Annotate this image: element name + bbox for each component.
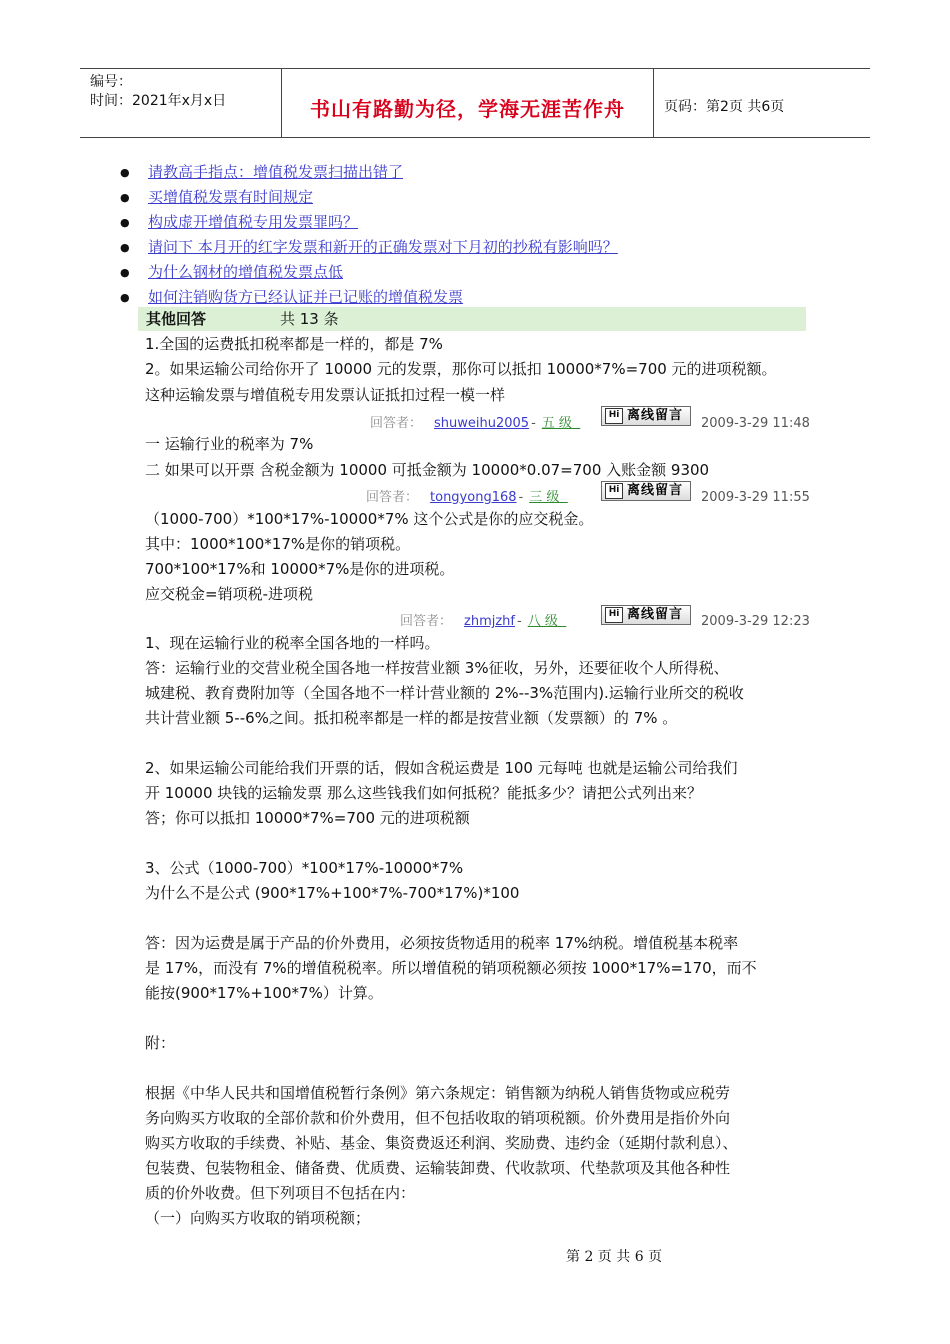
offline-message-label: 离线留言 [627,483,684,498]
answerer-username-link[interactable]: shuweihu2005 [434,416,530,431]
answerer-info [366,488,568,508]
answer-date: 2009-3-29 12:23 [701,614,810,629]
body-text: 包装费、包装物租金、储备费、优质费、运输装卸费、代收款项、代垫款项及其他各种性 [145,1159,731,1177]
bullet-icon: ● [120,241,130,254]
offline-message-button[interactable] [601,406,691,426]
related-question-link[interactable]: 为什么钢材的增值税发票点低 [148,263,344,281]
document-time-label: 时间：2021年x月x日 [90,93,227,109]
list-item [120,260,618,285]
body-text: 质的价外收费。但下列项目不包括在内： [145,1184,416,1202]
body-text: 答；你可以抵扣 10000*7%=700 元的进项税额 [145,809,470,827]
body-text: 能按(900*17%+100*7%）计算。 [145,984,383,1002]
related-question-link[interactable]: 请问下 本月开的红字发票和新开的正确发票对下月初的抄税有影响吗？ [148,238,618,256]
list-item [120,235,618,260]
bullet-icon: ● [120,166,130,179]
separator: - [517,614,522,629]
page-footer: 第 2 页 共 6 页 [566,1249,663,1265]
body-text: 开 10000 块钱的运输发票 那么这些钱我们如何抵税？能抵多少？请把公式列出来？ [145,784,703,802]
body-text: 附： [145,1034,176,1052]
page-header [80,68,870,138]
body-text: （一）向购买方收取的销项税额； [145,1209,371,1227]
answerer-level-link[interactable]: 八 级 [527,614,558,629]
answerer-level-link[interactable]: 三 级 [529,490,560,505]
document-number-label: 编号： [90,74,132,90]
answerer-username-link[interactable]: tongyong168 [430,490,517,505]
body-text: 3、公式（1000-700）*100*17%-10000*7% [145,859,464,877]
answer-text: （1000-700）*100*17%-10000*7% 这个公式是你的应交税金。 [145,510,594,528]
answer-text: 700*100*17%和 10000*7%是你的进项税。 [145,560,455,578]
bullet-icon: ● [120,216,130,229]
bullet-icon: ● [120,291,130,304]
body-text: 根据《中华人民共和国增值税暂行条例》第六条规定：销售额为纳税人销售货物或应税劳 [145,1084,731,1102]
related-question-link[interactable]: 请教高手指点：增值税发票扫描出错了 [148,163,404,181]
answerer-label: 回答者： [370,416,423,431]
answer-text: 2。如果运输公司给你开了 10000 元的发票，那你可以抵扣 10000*7%=700 元的进项税额。 [145,360,777,378]
related-question-link[interactable]: 买增值税发票有时间规定 [148,188,314,206]
answer-date: 2009-3-29 11:48 [701,416,810,431]
hi-message-icon: Hi [605,483,623,499]
answerer-info [370,414,580,434]
answerer-info [400,612,566,632]
header-motto: 书山有路勤为径，学海无涯苦作舟 [282,69,654,137]
list-item [120,185,618,210]
answer-text: 这种运输发票与增值税专用发票认证抵扣过程一模一样 [145,386,506,404]
answer-text: 1.全国的运费抵扣税率都是一样的，都是 7% [145,335,443,353]
offline-message-button[interactable] [601,605,691,625]
body-text: 答：运输行业的交营业税全国各地一样按营业额 3%征收，另外，还要征收个人所得税、 [145,659,729,677]
body-text: 城建税、教育费附加等（全国各地不一样计营业额的 2%--3%范围内).运输行业所交的税收 [145,684,744,702]
body-text: 为什么不是公式 (900*17%+100*7%-700*17%)*100 [145,884,520,902]
header-page-info: 页码：第2页 共6页 [664,99,785,115]
body-text: 2、如果运输公司能给我们开票的话，假如含税运费是 100 元每吨 也就是运输公司给我们 [145,759,738,777]
other-answers-label: 其他回答 [146,310,207,328]
related-questions-list [120,160,618,310]
body-text: 是 17%，而没有 7%的增值税税率。所以增值税的销项税额必须按 1000*17%=170，而不 [145,959,757,977]
header-left-cell [80,69,282,137]
offline-message-label: 离线留言 [627,408,684,423]
offline-message-button[interactable] [601,481,691,501]
separator: - [531,416,536,431]
body-text: 务向购买方收取的全部价款和价外费用，但不包括收取的销项税额。价外费用是指价外向 [145,1109,731,1127]
answerer-label: 回答者： [366,490,419,505]
other-answers-bar [138,307,806,331]
answer-text: 一 运输行业的税率为 7% [145,435,314,453]
answer-text: 应交税金=销项税-进项税 [145,585,313,603]
bullet-icon: ● [120,266,130,279]
body-text: 共计营业额 5--6%之间。抵扣税率都是一样的都是按营业额（发票额）的 7% 。 [145,709,678,727]
related-question-link[interactable]: 构成虚开增值税专用发票罪吗？ [148,213,359,231]
other-answers-count: 共 13 条 [280,310,339,328]
body-text: 答：因为运费是属于产品的价外费用，必须按货物适用的税率 17%纳税。增值税基本税率 [145,934,739,952]
answer-text: 其中：1000*100*17%是你的销项税。 [145,535,411,553]
separator: - [518,490,524,505]
answer-date: 2009-3-29 11:55 [701,490,810,505]
body-text: 1、现在运输行业的税率全国各地的一样吗。 [145,634,440,652]
bullet-icon: ● [120,191,130,204]
related-question-link[interactable]: 如何注销购货方已经认证并已记账的增值税发票 [148,288,464,306]
list-item [120,210,618,235]
offline-message-label: 离线留言 [627,607,684,622]
answerer-username-link[interactable]: zhmjzhf [464,614,515,629]
answerer-level-link[interactable]: 五 级 [541,416,572,431]
list-item [120,160,618,185]
body-text: 购买方收取的手续费、补贴、基金、集资费返还利润、奖励费、违约金（延期付款利息）、 [145,1134,738,1152]
answer-text: 二 如果可以开票 含税金额为 10000 可抵金额为 10000*0.07=700 入账金额 9300 [145,461,710,479]
hi-message-icon: Hi [605,607,623,623]
hi-message-icon: Hi [605,408,623,424]
answerer-label: 回答者： [400,614,453,629]
